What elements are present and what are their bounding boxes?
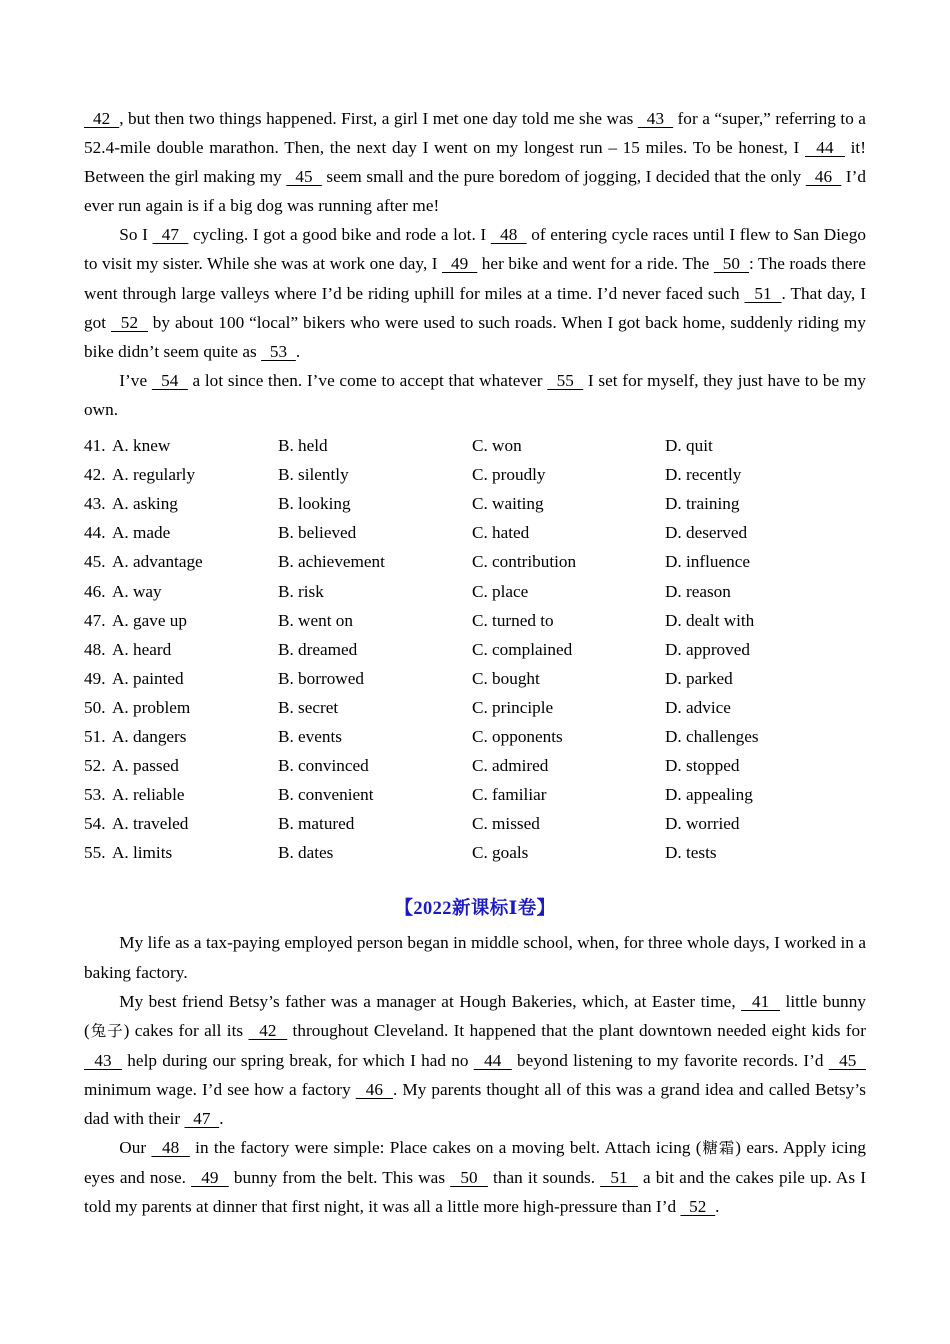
option-row	[84, 547, 866, 576]
cloze-blank-43: 43	[84, 1050, 123, 1070]
cloze-blank-52: 52	[680, 1197, 716, 1217]
option-choice-d[interactable]: D. parked	[665, 668, 733, 688]
option-choice-b[interactable]: B. went on	[278, 610, 353, 630]
option-choice-b[interactable]: B. silently	[278, 465, 349, 485]
option-number: 54.	[84, 814, 106, 834]
option-choice-c[interactable]: C. waiting	[472, 494, 544, 514]
cloze-blank-55: 55	[547, 370, 584, 390]
option-row	[84, 780, 866, 809]
option-row	[84, 751, 866, 780]
option-choice-a[interactable]: A. knew	[112, 436, 171, 456]
cloze-blank-52: 52	[111, 312, 148, 332]
option-choice-d[interactable]: D. stopped	[665, 756, 740, 776]
option-row	[84, 635, 866, 664]
option-row	[84, 809, 866, 838]
option-number: 52.	[84, 756, 106, 776]
option-choice-a[interactable]: A. gave up	[112, 610, 187, 630]
option-choice-b[interactable]: B. achievement	[278, 552, 385, 572]
cloze-blank-47: 47	[184, 1109, 220, 1128]
cloze-blank-50: 50	[450, 1168, 488, 1188]
option-row	[84, 606, 866, 635]
document-body	[84, 104, 866, 1221]
option-choice-b[interactable]: B. dates	[278, 843, 334, 863]
option-choice-c[interactable]: C. principle	[472, 697, 554, 717]
option-choice-d[interactable]: D. approved	[665, 639, 750, 659]
cloze-blank-45: 45	[286, 167, 322, 187]
cloze-blank-42: 42	[248, 1020, 288, 1040]
option-row	[84, 838, 866, 867]
option-number: 43.	[84, 494, 106, 514]
option-choice-a[interactable]: A. advantage	[112, 552, 203, 572]
heading-bracket-close: 】	[536, 898, 556, 920]
cloze-blank-47: 47	[152, 225, 189, 245]
option-choice-d[interactable]: D. advice	[665, 697, 731, 717]
heading-label: 新课标	[451, 898, 509, 920]
cloze-blank-44: 44	[473, 1050, 512, 1070]
option-choice-d[interactable]: D. quit	[665, 436, 713, 456]
cloze-blank-48: 48	[490, 225, 527, 245]
option-choice-a[interactable]: A. asking	[112, 494, 178, 514]
option-number: 51.	[84, 726, 106, 746]
option-choice-a[interactable]: A. way	[112, 581, 162, 601]
cloze-blank-46: 46	[355, 1079, 394, 1099]
section-heading	[84, 867, 866, 928]
cloze-blank-42: 42	[84, 109, 120, 128]
option-choice-a[interactable]: A. heard	[112, 639, 172, 659]
option-choice-d[interactable]: D. deserved	[665, 523, 748, 543]
option-number: 42.	[84, 465, 106, 485]
option-row	[84, 693, 866, 722]
option-choice-c[interactable]: C. won	[472, 436, 522, 456]
option-row	[84, 722, 866, 751]
option-number: 41.	[84, 436, 106, 456]
para-intro: My life as a tax-paying employed person began in middle school, when, for three whole days, I worked in a baking factory.	[84, 933, 866, 982]
option-choice-c[interactable]: C. missed	[472, 814, 540, 834]
option-choice-b[interactable]: B. borrowed	[278, 668, 364, 688]
option-number: 53.	[84, 785, 106, 805]
option-row	[84, 664, 866, 693]
option-choice-c[interactable]: C. complained	[472, 639, 573, 659]
cloze-blank-46: 46	[805, 167, 842, 187]
option-choice-c[interactable]: C. familiar	[472, 785, 547, 805]
option-choice-c[interactable]: C. goals	[472, 843, 529, 863]
option-choice-a[interactable]: A. reliable	[112, 785, 185, 805]
option-number: 50.	[84, 697, 106, 717]
option-row	[84, 431, 866, 460]
option-row	[84, 460, 866, 489]
cloze-blank-41: 41	[741, 991, 781, 1011]
option-choice-d[interactable]: D. worried	[665, 814, 740, 834]
option-choice-c[interactable]: C. bought	[472, 668, 540, 688]
para-54-55: I’ve 54 a lot since then. I’ve come to accept that whatever 55 I set for myself, they just have to be my own.	[84, 370, 866, 419]
heading-roman-numeral: Ⅰ	[508, 899, 518, 920]
option-choice-b[interactable]: B. convinced	[278, 756, 369, 776]
cloze-blank-54: 54	[151, 370, 188, 390]
option-choice-c[interactable]: C. admired	[472, 756, 549, 776]
option-row	[84, 489, 866, 518]
option-choice-c[interactable]: C. turned to	[472, 610, 554, 630]
option-choice-a[interactable]: A. made	[112, 523, 171, 543]
option-row	[84, 518, 866, 547]
option-choice-a[interactable]: A. regularly	[112, 465, 196, 485]
option-choice-a[interactable]: A. limits	[112, 843, 173, 863]
cloze-passage-bottom	[84, 928, 866, 1221]
option-number: 55.	[84, 843, 106, 863]
option-number: 48.	[84, 639, 106, 659]
option-choice-b[interactable]: B. events	[278, 726, 342, 746]
para-48-52: Our 48 in the factory were simple: Place cakes on a moving belt. Attach icing (糖霜) ears. Apply icing eyes and nose. 49 bunny from the belt. This was 50 than it sounds. 51 a bit and the cakes pile up. As I told my parents at dinner that first night, it was all a little more high-pressure than I’d 52 .	[84, 1138, 866, 1217]
option-choice-a[interactable]: A. painted	[112, 668, 184, 688]
cloze-blank-50: 50	[713, 254, 750, 274]
option-choice-b[interactable]: B. looking	[278, 494, 351, 514]
option-choice-d[interactable]: D. influence	[665, 552, 750, 572]
option-choice-d[interactable]: D. challenges	[665, 726, 759, 746]
heading-year: 2022	[413, 899, 452, 920]
option-choice-b[interactable]: B. held	[278, 436, 328, 456]
heading-bracket-open: 【	[394, 898, 414, 920]
option-choice-d[interactable]: D. tests	[665, 843, 717, 863]
option-choice-d[interactable]: D. training	[665, 494, 740, 514]
option-row	[84, 577, 866, 606]
option-choice-c[interactable]: C. opponents	[472, 726, 563, 746]
option-choice-c[interactable]: C. proudly	[472, 465, 546, 485]
option-choice-b[interactable]: B. risk	[278, 581, 324, 601]
cloze-blank-44: 44	[804, 138, 845, 158]
cloze-passage-top	[84, 104, 866, 424]
cloze-blank-45: 45	[828, 1050, 866, 1070]
option-number: 47.	[84, 610, 106, 630]
option-choice-d[interactable]: D. reason	[665, 581, 731, 601]
cloze-blank-49: 49	[442, 254, 478, 274]
chinese-gloss: 糖霜	[701, 1139, 736, 1158]
options-grid	[84, 431, 866, 867]
option-number: 46.	[84, 581, 106, 601]
option-choice-c[interactable]: C. place	[472, 581, 529, 601]
option-choice-b[interactable]: B. matured	[278, 814, 355, 834]
option-number: 49.	[84, 668, 106, 688]
option-choice-a[interactable]: A. traveled	[112, 814, 189, 834]
para-41-47: My best friend Betsy’s father was a manager at Hough Bakeries, which, at Easter time, 41 little bunny (兔子) cakes for all its 42 throughout Cleveland. It happened that the plant downtown needed eight kids for 43 help during our spring break, for which I had no 44 beyond listening to my favorite records. I’d 45 minimum wage. I’d see how a factory 46 . My parents thought all of this was a grand idea and called Betsy’s dad with their 47 .	[84, 991, 866, 1128]
option-choice-d[interactable]: D. dealt with	[665, 610, 755, 630]
cloze-blank-43: 43	[637, 109, 674, 128]
option-choice-d[interactable]: D. recently	[665, 465, 742, 485]
option-choice-a[interactable]: A. passed	[112, 756, 179, 776]
option-choice-b[interactable]: B. dreamed	[278, 639, 358, 659]
option-number: 44.	[84, 523, 106, 543]
option-choice-a[interactable]: A. dangers	[112, 726, 187, 746]
option-choice-a[interactable]: A. problem	[112, 697, 191, 717]
option-choice-d[interactable]: D. appealing	[665, 785, 753, 805]
para-42-46: 42 , but then two things happened. First, a girl I met one day told me she was 43 for a “super,” referring to a 52.4-mile double marathon. Then, the next day I went on my longest run – 15 miles. To be honest, I 44 it! Between the girl making my 45 seem small and the pure boredom of jogging, I decided that the only 46 I’d ever run again is if a big dog was running after me!	[84, 109, 866, 216]
option-choice-c[interactable]: C. contribution	[472, 552, 577, 572]
option-choice-b[interactable]: B. believed	[278, 523, 357, 543]
cloze-blank-51: 51	[600, 1168, 638, 1188]
option-choice-c[interactable]: C. hated	[472, 523, 530, 543]
cloze-blank-48: 48	[151, 1138, 190, 1158]
option-choice-b[interactable]: B. convenient	[278, 785, 374, 805]
option-choice-b[interactable]: B. secret	[278, 697, 339, 717]
para-47-53: So I 47 cycling. I got a good bike and rode a lot. I 48 of entering cycle races until I flew to San Diego to visit my sister. While she was at work one day, I 49 her bike and went for a ride. The 50 : The roads there went through large valleys where I’d be riding uphill for miles at a time. I’d never faced such 51 . That day, I got 52 by about 100 “local” bikers who were used to such roads. When I got back home, suddenly riding my bike didn’t seem quite as 53 .	[84, 225, 866, 361]
cloze-blank-49: 49	[191, 1168, 229, 1188]
option-number: 45.	[84, 552, 106, 572]
heading-volume: 卷	[517, 898, 537, 920]
cloze-blank-51: 51	[744, 283, 782, 303]
chinese-gloss: 兔子	[89, 1021, 124, 1040]
cloze-blank-53: 53	[261, 341, 296, 361]
